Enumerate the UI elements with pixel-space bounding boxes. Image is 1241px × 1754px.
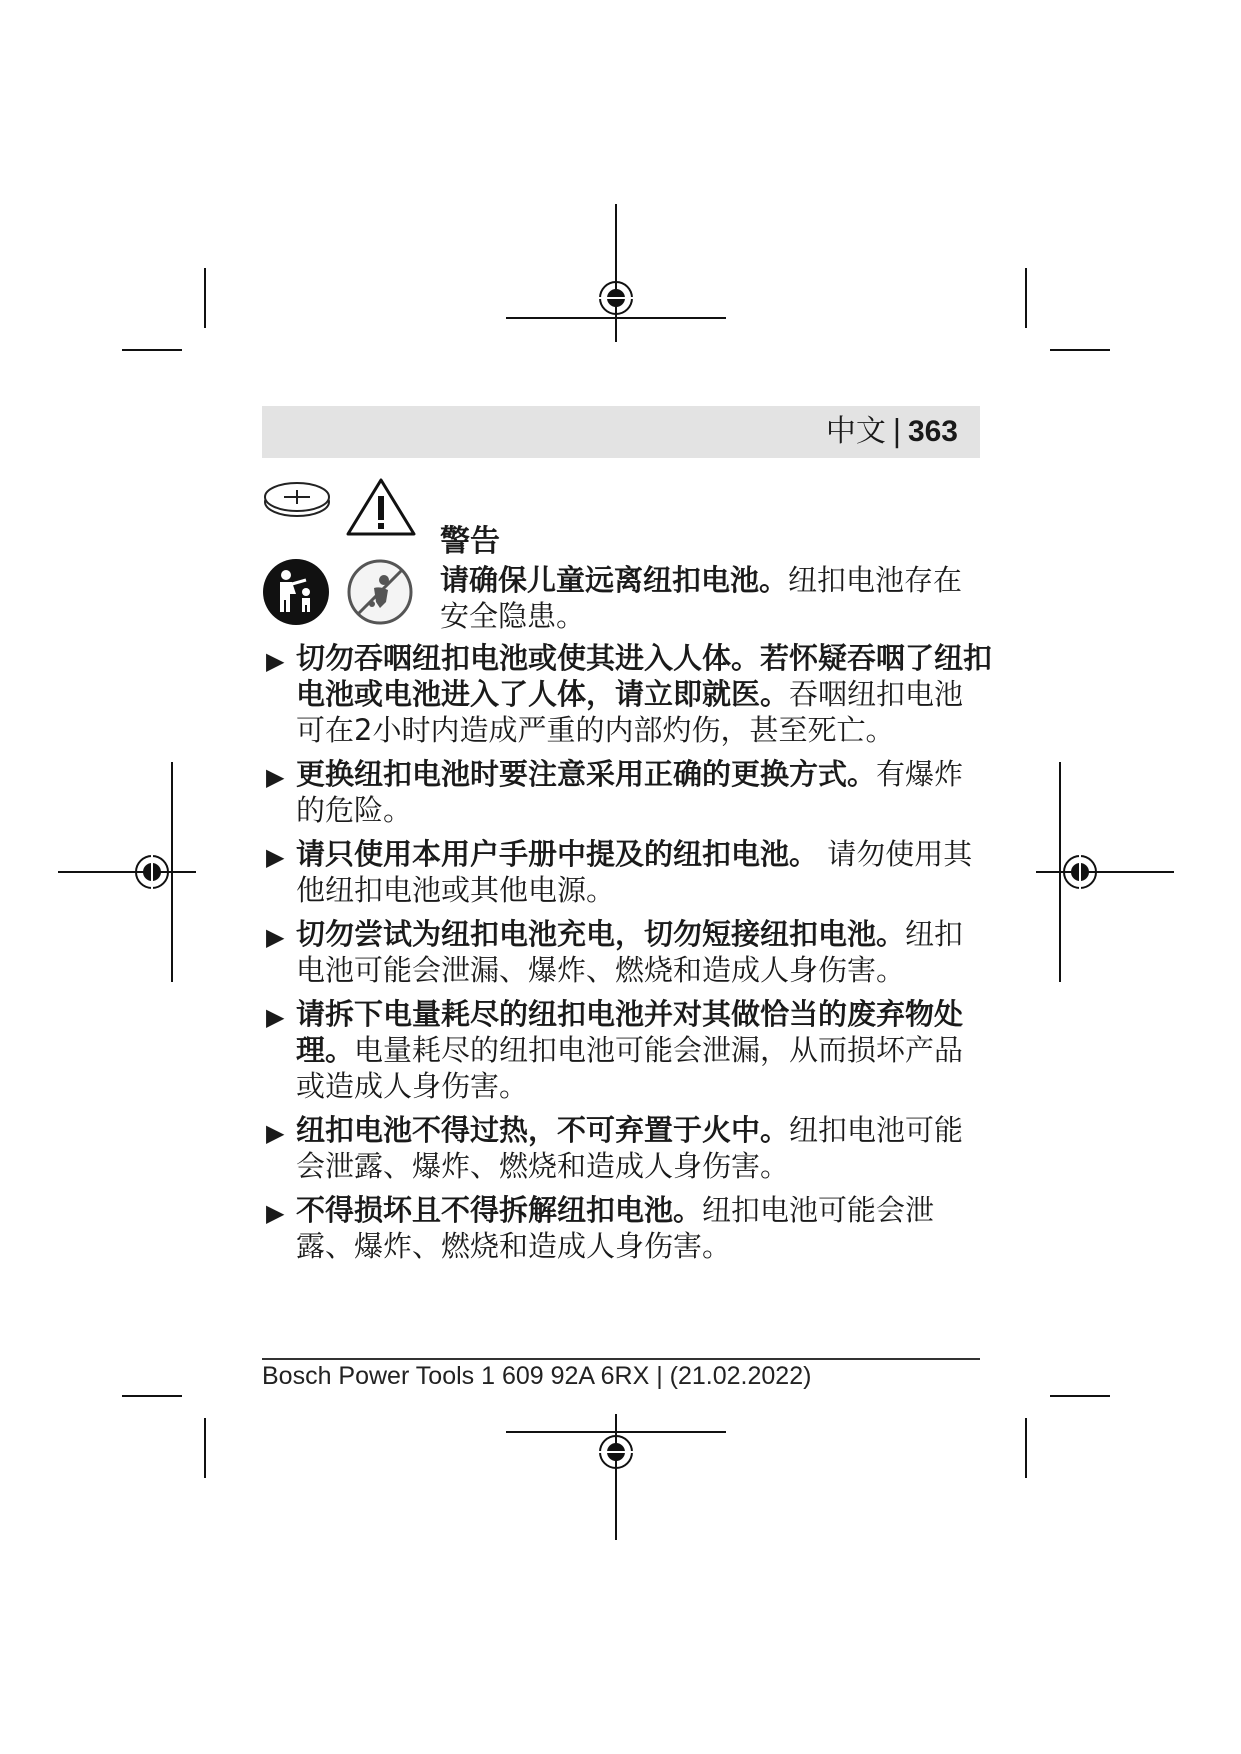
item-bold: 切勿吞咽纽扣电池或使其进入人体。若怀疑吞咽了纽扣电池或电池进入了人体，请立即就医。 bbox=[296, 641, 993, 711]
page-footer: Bosch Power Tools 1 609 92A 6RX | (21.02.2022) bbox=[262, 1362, 812, 1390]
item-text: 有爆炸的危险。 bbox=[296, 757, 964, 827]
bullet-arrow-icon: ▶ bbox=[266, 1003, 285, 1031]
list-item bbox=[262, 1112, 992, 1184]
page-header bbox=[262, 406, 980, 458]
header-text bbox=[826, 414, 958, 450]
list-item bbox=[262, 916, 992, 988]
intro-bold: 请确保儿童远离纽扣电池。 bbox=[440, 563, 789, 597]
item-text: 纽扣电池可能会泄露、爆炸、燃烧和造成人身伤害。 bbox=[296, 1113, 964, 1183]
header-language: 中文 bbox=[825, 414, 886, 449]
list-item bbox=[262, 1192, 992, 1264]
item-bold: 切勿尝试为纽扣电池充电，切勿短接纽扣电池。 bbox=[296, 917, 906, 951]
bullet-arrow-icon: ▶ bbox=[266, 923, 285, 951]
item-bold: 请拆下电量耗尽的纽扣电池并对其做恰当的废弃物处理。 bbox=[296, 997, 964, 1067]
item-text: 纽扣电池可能会泄漏、爆炸、燃烧和造成人身伤害。 bbox=[296, 917, 964, 987]
bullet-arrow-icon: ▶ bbox=[266, 843, 285, 871]
header-separator: | bbox=[891, 414, 902, 449]
no-swallow-icon bbox=[346, 558, 414, 626]
list-item bbox=[262, 756, 992, 828]
warning-title: 警告 bbox=[440, 524, 500, 559]
item-text: 吞咽纽扣电池可在2小时内造成严重的内部灼伤，甚至死亡。 bbox=[296, 677, 964, 747]
safety-list bbox=[262, 640, 992, 1272]
intro-text: 纽扣电池存在安全隐患。 bbox=[440, 563, 963, 633]
item-bold: 纽扣电池不得过热，不可弃置于火中。 bbox=[296, 1113, 790, 1147]
page-number: 363 bbox=[907, 415, 958, 448]
item-bold: 不得损坏且不得拆解纽扣电池。 bbox=[296, 1193, 703, 1227]
list-item bbox=[262, 996, 992, 1104]
item-bold: 更换纽扣电池时要注意采用正确的更换方式。 bbox=[296, 757, 877, 791]
warning-triangle-icon bbox=[344, 476, 418, 538]
coin-battery-icon bbox=[262, 480, 332, 520]
bullet-arrow-icon: ▶ bbox=[266, 1199, 285, 1227]
item-bold: 请只使用本用户手册中提及的纽扣电池。 bbox=[296, 837, 819, 871]
item-text: 请勿使用其他纽扣电池或其他电源。 bbox=[296, 837, 973, 907]
footer-divider bbox=[262, 1358, 980, 1360]
bullet-arrow-icon: ▶ bbox=[266, 763, 285, 791]
item-text: 电量耗尽的纽扣电池可能会泄漏，从而损坏产品或造成人身伤害。 bbox=[296, 1033, 964, 1103]
warning-intro bbox=[440, 562, 980, 634]
item-text: 纽扣电池可能会泄露、爆炸、燃烧和造成人身伤害。 bbox=[296, 1193, 935, 1263]
child-keep-away-icon bbox=[262, 558, 330, 626]
bullet-arrow-icon: ▶ bbox=[266, 1119, 285, 1147]
list-item bbox=[262, 836, 992, 908]
bullet-arrow-icon: ▶ bbox=[266, 647, 285, 675]
list-item bbox=[262, 640, 992, 748]
